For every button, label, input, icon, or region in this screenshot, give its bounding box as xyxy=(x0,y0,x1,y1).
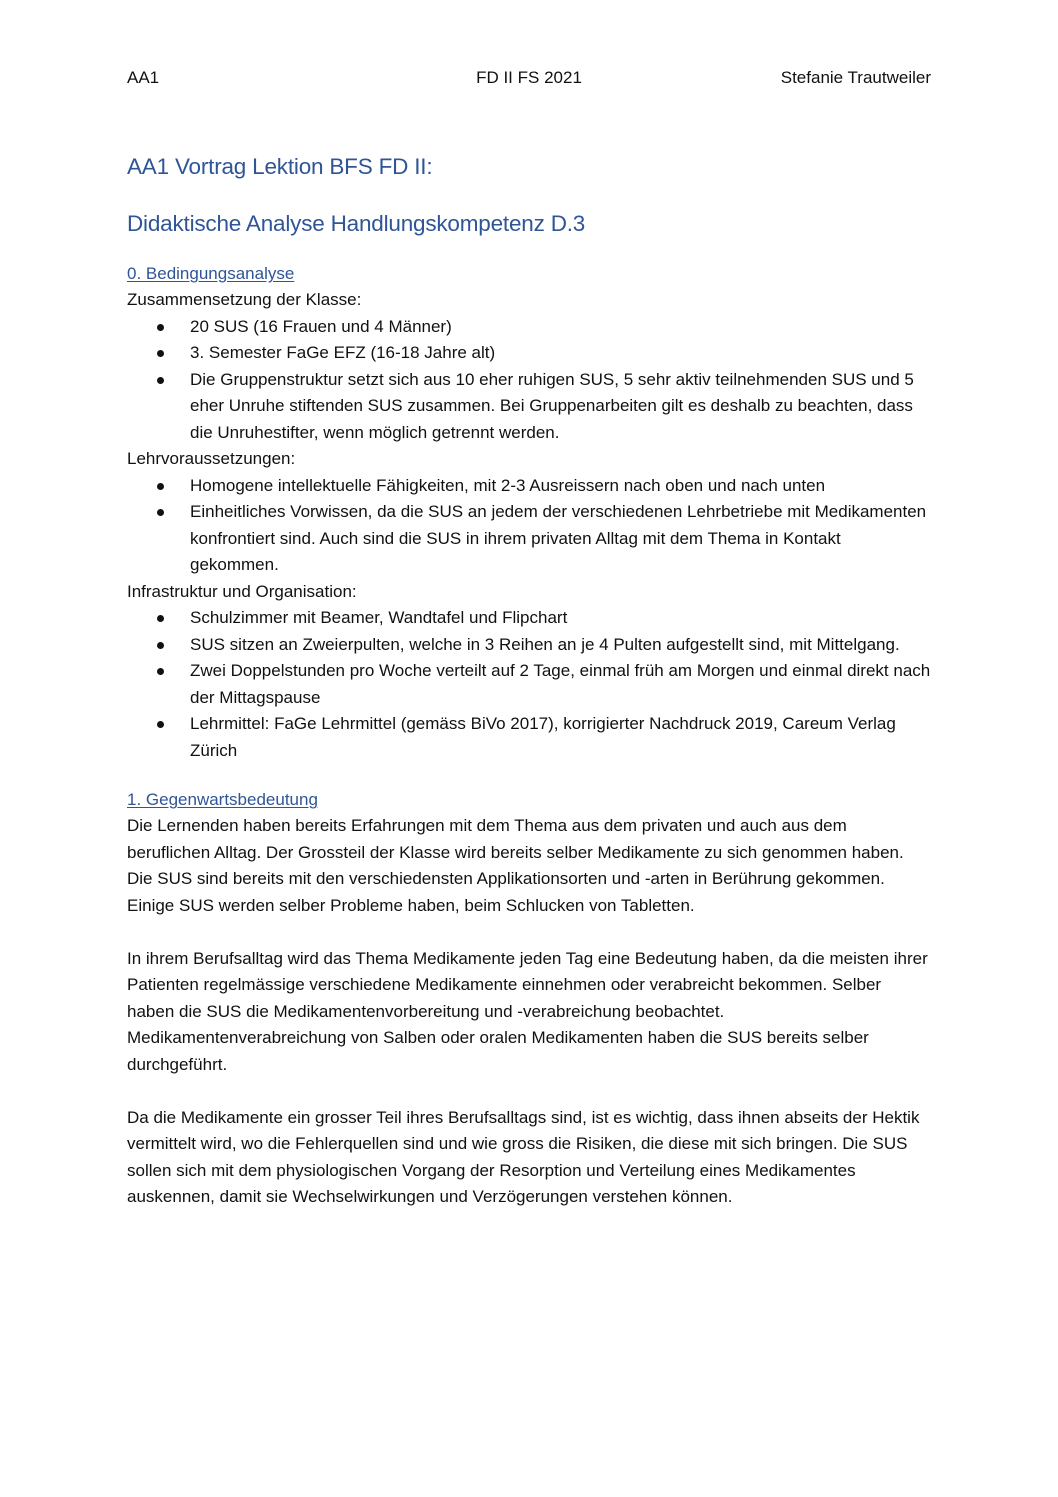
group-label-zusammensetzung: Zusammensetzung der Klasse: xyxy=(127,290,362,309)
list-item-text: Zwei Doppelstunden pro Woche verteilt auf 2 Tage, einmal früh am Morgen und einmal direkt nach der Mittagspause xyxy=(190,661,931,707)
list-item-text: 20 SUS (16 Frauen und 4 Männer) xyxy=(190,316,452,336)
header-center-text: FD II FS 2021 xyxy=(476,68,582,87)
bullet-icon xyxy=(157,324,164,331)
list-item xyxy=(127,473,931,500)
paragraph: Da die Medikamente ein grosser Teil ihres Berufsalltags sind, ist es wichtig, dass ihnen abseits der Hektik vermittelt wird, wo die Fehlerquellen sind und wie gross die Risiken, die diese mit sich bringen. Die SUS sollen sich mit dem physiologischen Vorgang der Resorption und Verteilung eines Medikamentes auskennen, damit sie Wechselwirkungen und Verzögerungen verstehen können. xyxy=(127,1107,920,1206)
list-item xyxy=(127,711,931,764)
group-label-infrastruktur: Infrastruktur und Organisation: xyxy=(127,581,357,601)
bullet-list-lehrvoraussetzungen xyxy=(127,473,931,579)
list-item xyxy=(127,632,931,659)
bullet-icon xyxy=(157,615,164,622)
bullet-list-infrastruktur xyxy=(127,605,931,764)
list-item xyxy=(127,605,931,632)
list-item-text: Schulzimmer mit Beamer, Wandtafel und Flipchart xyxy=(190,608,568,627)
paragraph: In ihrem Berufsalltag wird das Thema Medikamente jeden Tag eine Bedeutung haben, da die meisten ihrer Patienten regelmässige verschiedene Medikamente einnehmen oder verabreicht bekommen. Selber haben die SUS die Medikamentenvorbereitung und -verabreichung beobachtet. Medikamentenverabreichung von Salben oder oralen Medikamenten haben die SUS bereits selber durchgeführt. xyxy=(127,948,928,1074)
section-heading-gegenwartsbedeutung: 1. Gegenwartsbedeutung xyxy=(127,790,318,809)
bullet-icon xyxy=(157,721,164,728)
header-author-text: Stefanie Trautweiler xyxy=(780,68,931,87)
group-label-lehrvoraussetzungen: Lehrvoraussetzungen: xyxy=(127,449,296,468)
list-item xyxy=(127,314,931,341)
bullet-icon xyxy=(157,642,164,649)
header-left-text: AA1 xyxy=(127,68,160,87)
list-item-text: Lehrmittel: FaGe Lehrmittel (gemäss BiVo 2017), korrigierter Nachdruck 2019, Careum Verlag Zürich xyxy=(190,714,896,760)
document-title: AA1 Vortrag Lektion BFS FD II: xyxy=(127,154,433,179)
list-item-text: Homogene intellektuelle Fähigkeiten, mit 2-3 Ausreissern nach oben und nach unten xyxy=(190,475,826,495)
section-heading-bedingungsanalyse: 0. Bedingungsanalyse xyxy=(127,264,295,283)
list-item-text: Die Gruppenstruktur setzt sich aus 10 eher ruhigen SUS, 5 sehr aktiv teilnehmenden SUS und 5 eher Unruhe stiftenden SUS zusammen. Bei Gruppenarbeiten gilt es deshalb zu beachten, dass die Unruhestifter, wenn möglich getrennt werden. xyxy=(190,369,914,442)
bullet-icon xyxy=(157,377,164,384)
list-item-text: 3. Semester FaGe EFZ (16-18 Jahre alt) xyxy=(190,343,496,362)
list-item xyxy=(127,499,931,579)
document-body xyxy=(127,152,931,1211)
list-item xyxy=(127,340,931,367)
list-item-text: Einheitliches Vorwissen, da die SUS an jedem der verschiedenen Lehrbetriebe mit Medikamenten konfrontiert sind. Auch sind die SUS in ihrem privaten Alltag mit dem Thema in Kontakt gekommen. xyxy=(190,502,927,574)
bullet-icon xyxy=(157,350,164,357)
list-item xyxy=(127,367,931,447)
list-item xyxy=(127,658,931,711)
bullet-list-zusammensetzung xyxy=(127,314,931,447)
bullet-icon xyxy=(157,668,164,675)
bullet-icon xyxy=(157,509,164,516)
list-item-text: SUS sitzen an Zweierpulten, welche in 3 Reihen an je 4 Pulten aufgestellt sind, mit Mittelgang. xyxy=(190,634,900,654)
document-subtitle: Didaktische Analyse Handlungskompetenz D.3 xyxy=(127,211,586,236)
bullet-icon xyxy=(157,483,164,490)
paragraph: Die Lernenden haben bereits Erfahrungen mit dem Thema aus dem privaten und auch aus dem beruflichen Alltag. Der Grossteil der Klasse wird bereits selber Medikamente zu sich genommen haben. Die SUS sind bereits mit den verschiedensten Applikationsorten und -arten in Berührung gekommen. Einige SUS werden selber Probleme haben, beim Schlucken von Tabletten. xyxy=(127,816,904,915)
page-header xyxy=(127,66,931,90)
